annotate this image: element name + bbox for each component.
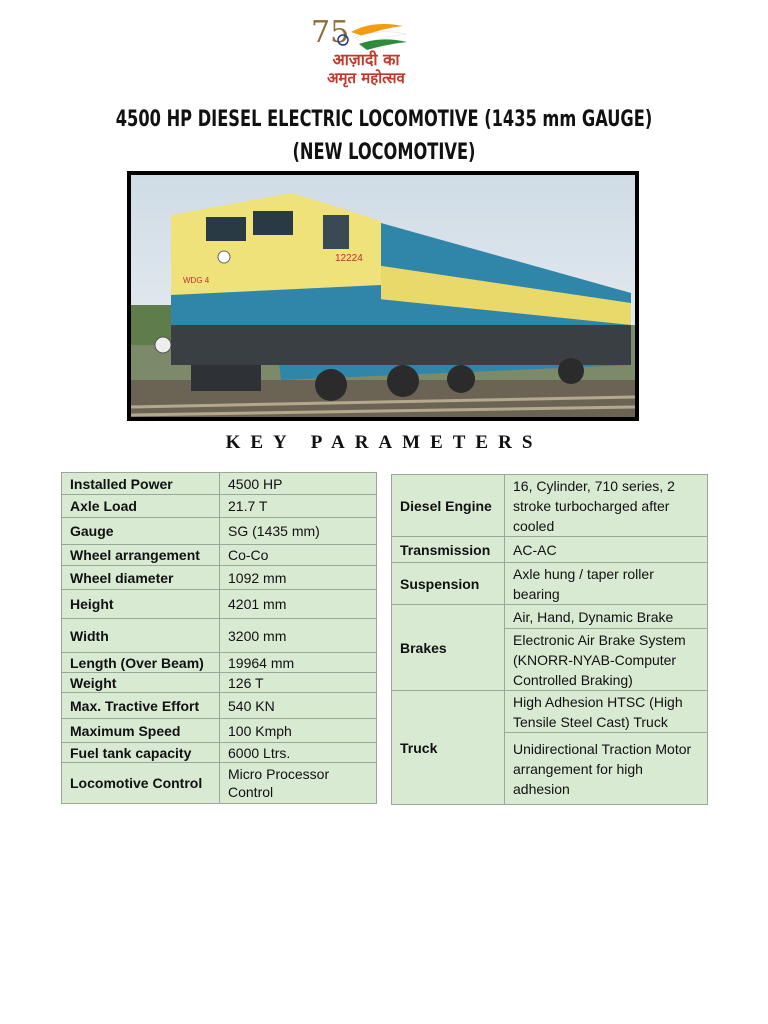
param-key: Weight xyxy=(62,673,220,693)
table-row xyxy=(62,566,377,590)
param-key: Diesel Engine xyxy=(392,475,505,537)
locomotive-photo xyxy=(127,171,639,421)
table-row xyxy=(62,763,377,804)
table-row xyxy=(392,563,708,605)
param-value: High Adhesion HTSC (High Tensile Steel Cast) Truck xyxy=(505,691,708,733)
param-key: Fuel tank capacity xyxy=(62,743,220,763)
param-value: Unidirectional Traction Motor arrangement for high adhesion xyxy=(505,733,708,805)
param-value: 100 Kmph xyxy=(220,719,377,743)
param-value: 3200 mm xyxy=(220,619,377,653)
logo-hindi-line1: आज़ादी का xyxy=(332,50,400,69)
param-key: Max. Tractive Effort xyxy=(62,693,220,719)
logo-hindi-line2: अमृत महोत्सव xyxy=(327,69,405,87)
param-value: 16, Cylinder, 710 series, 2 stroke turbocharged after cooled xyxy=(505,475,708,537)
param-value: Axle hung / taper roller bearing xyxy=(505,563,708,605)
param-key: Suspension xyxy=(392,563,505,605)
param-value: 6000 Ltrs. xyxy=(220,743,377,763)
param-key: Gauge xyxy=(62,518,220,545)
locomotive-illustration xyxy=(131,175,635,417)
param-key: Width xyxy=(62,619,220,653)
param-value: Co-Co xyxy=(220,545,377,566)
table-row xyxy=(62,719,377,743)
param-value: 4500 HP xyxy=(220,473,377,495)
param-value: 4201 mm xyxy=(220,590,377,619)
table-row xyxy=(62,518,377,545)
param-key: Axle Load xyxy=(62,495,220,518)
table-row xyxy=(392,537,708,563)
page-title-line2: (NEW LOCOMOTIVE) xyxy=(292,140,476,165)
param-value: 540 KN xyxy=(220,693,377,719)
table-row xyxy=(392,605,708,629)
table-row xyxy=(62,673,377,693)
param-key: Brakes xyxy=(392,605,505,691)
table-row xyxy=(62,590,377,619)
section-heading: KEY PARAMETERS xyxy=(225,432,543,453)
cab-marking: WDG 4 xyxy=(183,276,210,285)
table-row xyxy=(392,691,708,733)
param-value: 21.7 T xyxy=(220,495,377,518)
table-row xyxy=(62,545,377,566)
param-value: 19964 mm xyxy=(220,653,377,673)
loco-number: 12224 xyxy=(335,253,363,264)
param-value: Air, Hand, Dynamic Brake xyxy=(505,605,708,629)
param-value: Electronic Air Brake System (KNORR-NYAB-Computer Controlled Braking) xyxy=(505,629,708,691)
table-row xyxy=(62,619,377,653)
param-value: Micro Processor Control xyxy=(220,763,377,804)
param-key: Truck xyxy=(392,691,505,805)
param-key: Wheel diameter xyxy=(62,566,220,590)
param-key: Locomotive Control xyxy=(62,763,220,804)
param-value: SG (1435 mm) xyxy=(220,518,377,545)
right-parameters-table xyxy=(391,474,708,805)
table-row xyxy=(62,743,377,763)
param-key: Installed Power xyxy=(62,473,220,495)
left-parameters-table xyxy=(61,472,377,804)
page-title-line1: 4500 HP DIESEL ELECTRIC LOCOMOTIVE (1435 mm GAUGE) xyxy=(115,107,653,132)
table-row xyxy=(62,473,377,495)
logo-75-mark: 75 xyxy=(311,15,350,50)
param-value: 1092 mm xyxy=(220,566,377,590)
param-key: Length (Over Beam) xyxy=(62,653,220,673)
param-key: Transmission xyxy=(392,537,505,563)
table-row xyxy=(62,693,377,719)
param-key: Maximum Speed xyxy=(62,719,220,743)
table-row xyxy=(62,495,377,518)
param-key: Wheel arrangement xyxy=(62,545,220,566)
param-value: 126 T xyxy=(220,673,377,693)
table-row xyxy=(392,475,708,537)
table-row xyxy=(62,653,377,673)
param-key: Height xyxy=(62,590,220,619)
param-value: AC-AC xyxy=(505,537,708,563)
